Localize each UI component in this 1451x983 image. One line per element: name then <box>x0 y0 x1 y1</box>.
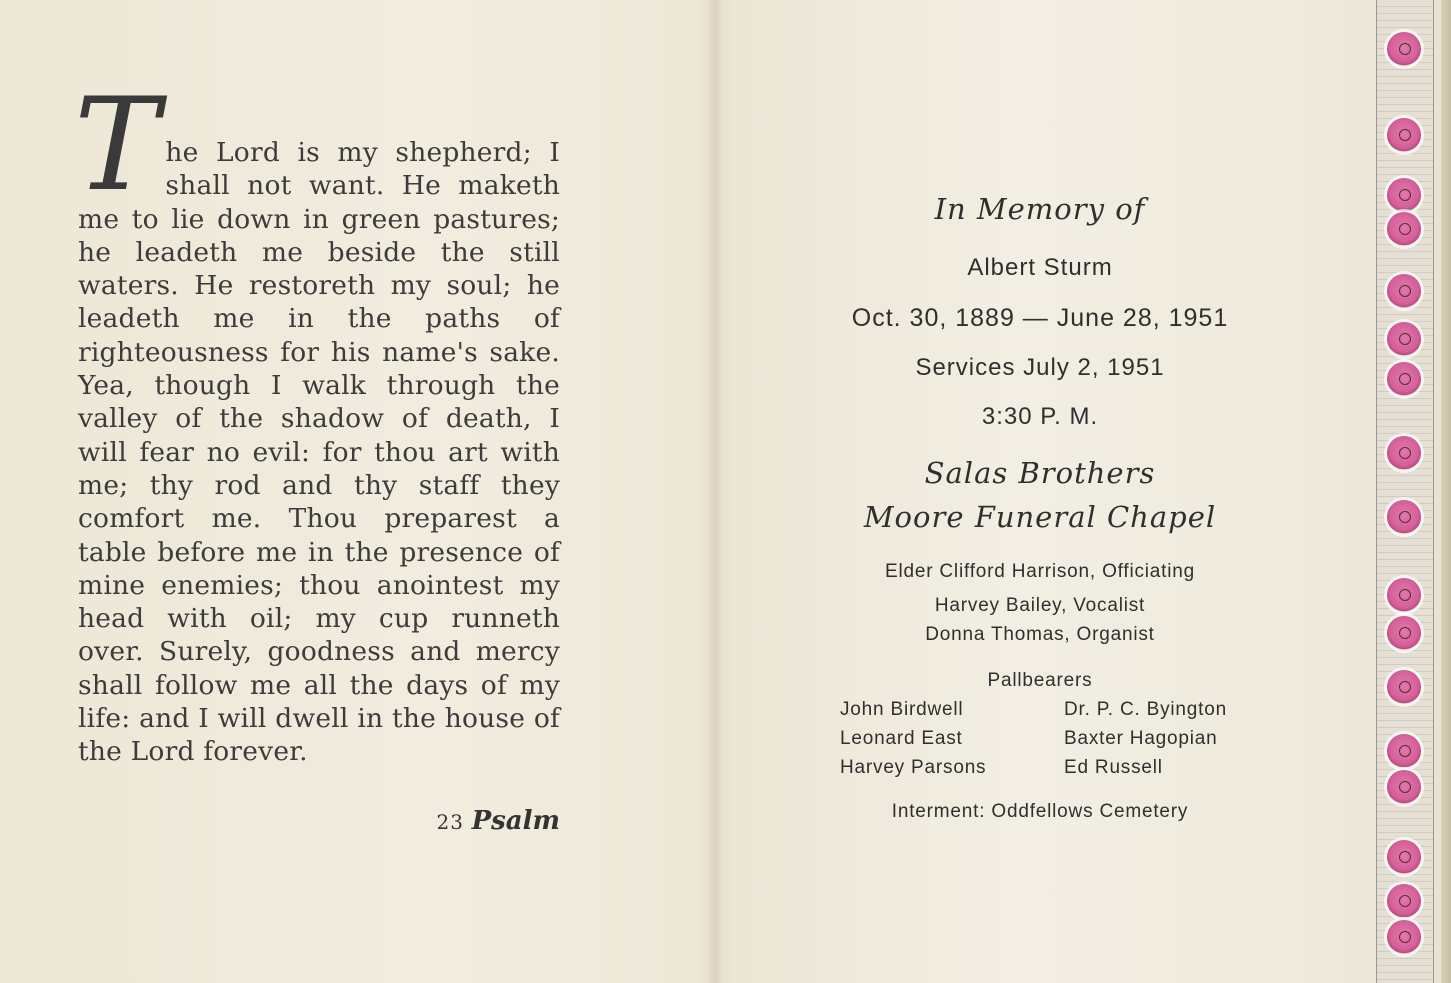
rose-icon <box>1387 884 1421 918</box>
psalm-attribution <box>420 806 560 836</box>
memorial-heading: In Memory of <box>934 192 1146 226</box>
pallbearer: Baxter Hagopian <box>1064 728 1218 749</box>
rose-icon <box>1387 770 1421 804</box>
officiating: Elder Clifford Harrison, Officiating <box>884 561 1196 582</box>
rose-icon <box>1387 178 1421 212</box>
card-edge <box>1441 0 1451 983</box>
life-dates: Oct. 30, 1889 — June 28, 1951 <box>851 304 1229 332</box>
rose-icon <box>1387 734 1421 768</box>
rose-icon <box>1387 840 1421 874</box>
flower-border <box>1376 0 1434 983</box>
rose-icon <box>1387 578 1421 612</box>
rose-icon <box>1387 118 1421 152</box>
psalm-word: Psalm <box>471 806 560 836</box>
rose-icon <box>1387 322 1421 356</box>
rose-icon <box>1387 362 1421 396</box>
chapel-line-1: Salas Brothers <box>924 456 1156 490</box>
pallbearer: Leonard East <box>840 728 963 749</box>
interment: Interment: Oddfellows Cemetery <box>891 801 1189 822</box>
rose-icon <box>1387 274 1421 308</box>
psalm-number: 23 <box>436 810 464 834</box>
pallbearers-heading: Pallbearers <box>987 670 1093 691</box>
rose-icon <box>1387 32 1421 66</box>
service-date: Services July 2, 1951 <box>915 354 1165 381</box>
rose-icon <box>1387 920 1421 954</box>
vocalist: Harvey Bailey, Vocalist <box>934 595 1146 616</box>
service-time: 3:30 P. M. <box>981 403 1099 430</box>
pallbearer: Harvey Parsons <box>840 757 987 778</box>
psalm-block <box>74 71 560 769</box>
rose-icon <box>1387 436 1421 470</box>
psalm-dropcap: T <box>74 71 160 220</box>
pallbearer: John Birdwell <box>840 699 964 720</box>
rose-icon <box>1387 670 1421 704</box>
organist: Donna Thomas, Organist <box>925 624 1155 645</box>
rose-icon <box>1387 500 1421 534</box>
pallbearers-right <box>1064 695 1227 782</box>
card-fold <box>708 0 722 983</box>
rose-icon <box>1387 616 1421 650</box>
pallbearer: Ed Russell <box>1064 757 1163 778</box>
chapel-line-2: Moore Funeral Chapel <box>863 500 1217 534</box>
pallbearers-left <box>840 695 986 782</box>
psalm-text: he Lord is my shepherd; I shall not want. He maketh me to lie down in green pastures; he leadeth me beside the still waters. He restoreth my soul; he leadeth me in the paths of righteousness for his name's sake. Yea, though I walk through the valley of the shadow of death, I will fear no evil: for thou art with me; thy rod and thy staff they comfort me. Thou preparest a table before me in the presence of mine enemies; thou anointest my head with oil; my cup runneth over. Surely, goodness and mercy shall follow me all the days of my life: and I will dwell in the house of the Lord forever. <box>78 137 560 768</box>
pallbearer: Dr. P. C. Byington <box>1064 699 1227 720</box>
rose-icon <box>1387 212 1421 246</box>
deceased-name: Albert Sturm <box>967 254 1113 281</box>
